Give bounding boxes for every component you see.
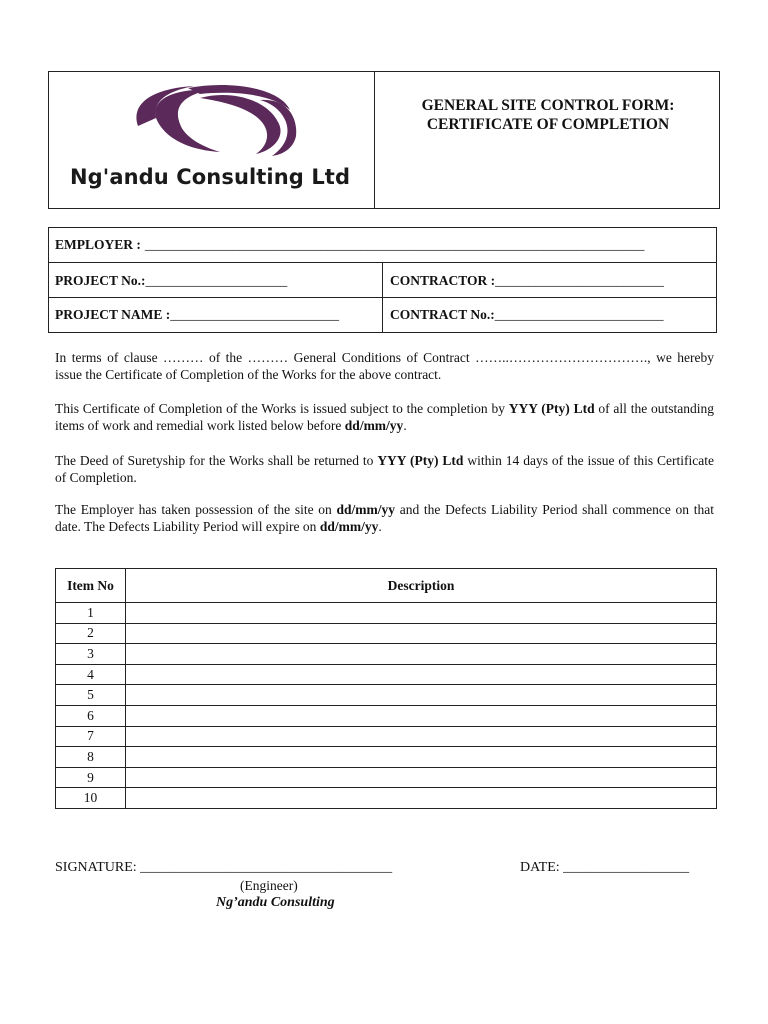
project-name-blank[interactable]: _________________________ bbox=[170, 307, 340, 322]
date-placeholder: dd/mm/yy bbox=[336, 502, 396, 517]
paragraph-suretyship bbox=[55, 452, 714, 486]
contract-no-blank[interactable]: _________________________ bbox=[494, 307, 664, 322]
date-label: DATE: bbox=[520, 860, 564, 875]
signature-blank[interactable]: ____________________________________ bbox=[140, 860, 393, 875]
text-run: The Employer has taken possession of the site on bbox=[55, 502, 337, 517]
items-table-body bbox=[56, 603, 717, 809]
form-title-line1: GENERAL SITE CONTROL FORM: bbox=[421, 97, 675, 114]
item-number-cell: 9 bbox=[56, 767, 126, 788]
description-cell[interactable] bbox=[126, 705, 717, 726]
table-row bbox=[56, 788, 717, 809]
item-number-cell: 8 bbox=[56, 747, 126, 768]
form-title bbox=[376, 96, 720, 134]
column-header-description: Description bbox=[126, 569, 717, 603]
info-column-divider bbox=[382, 262, 383, 333]
logo-swoosh-icon bbox=[137, 85, 297, 156]
signature-field[interactable] bbox=[55, 860, 392, 876]
description-cell[interactable] bbox=[126, 726, 717, 747]
contractor-blank[interactable]: _________________________ bbox=[495, 273, 664, 288]
contract-no-field[interactable] bbox=[390, 306, 664, 324]
party-name: YYY (Pty) Ltd bbox=[508, 401, 595, 416]
item-number-cell: 3 bbox=[56, 644, 126, 665]
table-row bbox=[56, 603, 717, 624]
table-row bbox=[56, 747, 717, 768]
description-cell[interactable] bbox=[126, 603, 717, 624]
column-header-item-no: Item No bbox=[56, 569, 126, 603]
item-number-cell: 10 bbox=[56, 788, 126, 809]
item-number-cell: 5 bbox=[56, 685, 126, 706]
table-row bbox=[56, 644, 717, 665]
outstanding-items-table bbox=[55, 568, 717, 809]
project-name-field[interactable] bbox=[55, 306, 339, 324]
paragraph-completion bbox=[55, 400, 714, 434]
table-row bbox=[56, 623, 717, 644]
paragraph-clause bbox=[55, 349, 714, 383]
paragraph-possession bbox=[55, 501, 714, 535]
date-blank[interactable]: __________________ bbox=[563, 860, 690, 875]
description-cell[interactable] bbox=[126, 788, 717, 809]
table-row bbox=[56, 767, 717, 788]
item-number-cell: 1 bbox=[56, 603, 126, 624]
description-cell[interactable] bbox=[126, 664, 717, 685]
date-field[interactable] bbox=[520, 860, 689, 876]
text-run: of all the outstanding items of work and remedial work listed below before bbox=[55, 401, 715, 433]
text-run: of the bbox=[203, 350, 248, 365]
project-no-label: PROJECT No.: bbox=[55, 273, 146, 288]
date-placeholder: dd/mm/yy bbox=[344, 418, 404, 433]
table-row bbox=[56, 685, 717, 706]
contractor-label: CONTRACTOR : bbox=[390, 273, 496, 288]
firm-name: Ng’andu Consulting bbox=[216, 895, 335, 910]
company-name: Ng'andu Consulting Ltd bbox=[70, 165, 351, 189]
text-run: The Deed of Suretyship for the Works shall be returned to bbox=[55, 453, 378, 468]
contract-no-label: CONTRACT No.: bbox=[390, 307, 495, 322]
item-number-cell: 4 bbox=[56, 664, 126, 685]
contractor-field[interactable] bbox=[390, 272, 664, 290]
table-row bbox=[56, 726, 717, 747]
text-run: we hereby issue the Certificate of Completion of the Works for the above contract. bbox=[55, 350, 714, 382]
item-number-cell: 7 bbox=[56, 726, 126, 747]
text-run: In terms of clause bbox=[55, 350, 164, 365]
date-placeholder: dd/mm/yy bbox=[319, 519, 379, 534]
blank-dots: ……..…………………………., bbox=[475, 350, 651, 365]
project-no-blank[interactable]: _____________________ bbox=[145, 273, 288, 288]
engineer-caption: (Engineer) bbox=[240, 878, 298, 893]
table-row bbox=[56, 705, 717, 726]
blank-dots: ……… bbox=[163, 350, 204, 365]
blank-dots: ……… bbox=[247, 350, 289, 365]
item-number-cell: 6 bbox=[56, 705, 126, 726]
employer-field[interactable] bbox=[55, 236, 644, 254]
description-cell[interactable] bbox=[126, 623, 717, 644]
description-cell[interactable] bbox=[126, 644, 717, 665]
party-name: YYY (Pty) Ltd bbox=[377, 453, 464, 468]
project-no-field[interactable] bbox=[55, 272, 287, 290]
table-header-row bbox=[56, 569, 717, 603]
project-name-label: PROJECT NAME : bbox=[55, 307, 171, 322]
text-run: . bbox=[403, 418, 407, 433]
description-cell[interactable] bbox=[126, 767, 717, 788]
text-run: and the Defects Liability Period shall commence on that date. The Defects Liability Period will expire on bbox=[55, 502, 714, 534]
form-title-line2: CERTIFICATE OF COMPLETION bbox=[426, 116, 670, 133]
table-row bbox=[56, 664, 717, 685]
signature-label: SIGNATURE: bbox=[55, 860, 141, 875]
text-run: General Conditions of Contract bbox=[288, 350, 476, 365]
text-run: This Certificate of Completion of the Works is issued subject to the completion by bbox=[55, 401, 509, 416]
employer-label: EMPLOYER : bbox=[55, 237, 141, 252]
employer-blank[interactable]: __________________________________________________________________________ bbox=[144, 237, 645, 252]
header-divider bbox=[374, 71, 375, 209]
item-number-cell: 2 bbox=[56, 623, 126, 644]
description-cell[interactable] bbox=[126, 685, 717, 706]
description-cell[interactable] bbox=[126, 747, 717, 768]
text-run: within 14 days of the issue of this Certificate of Completion. bbox=[55, 453, 714, 485]
text-run: . bbox=[378, 519, 382, 534]
